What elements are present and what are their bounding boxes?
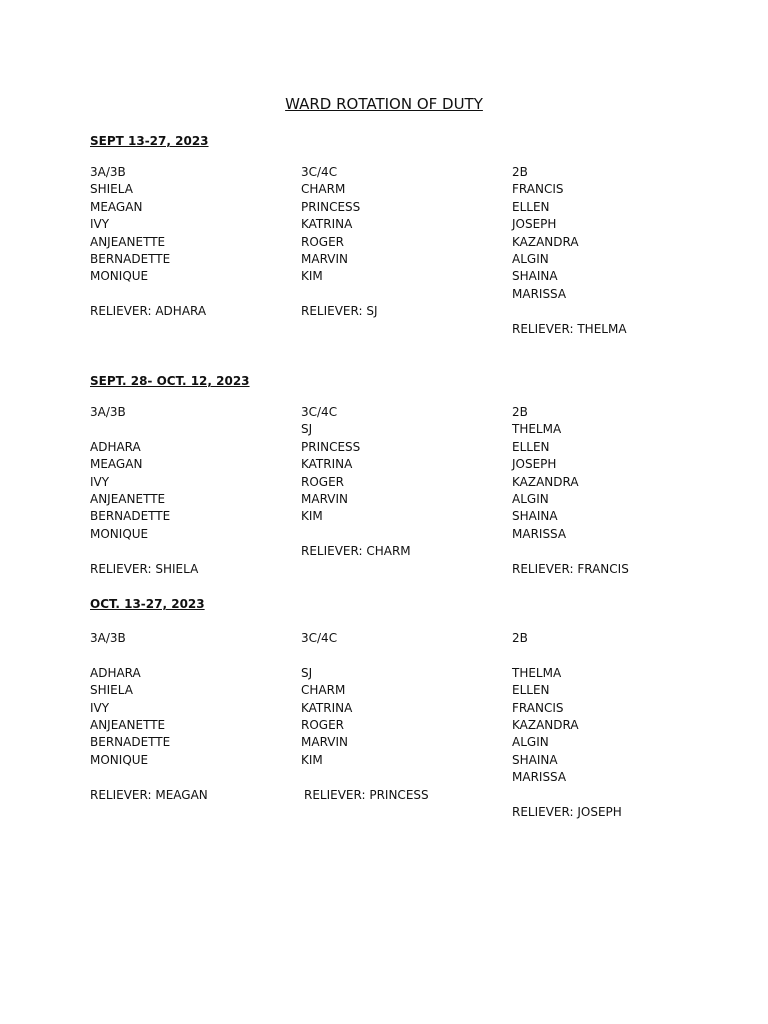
- staff-name: FRANCIS: [512, 182, 564, 197]
- staff-name: KIM: [301, 752, 323, 767]
- document-title: WARD ROTATION OF DUTY: [285, 95, 483, 113]
- ward-label: 3C/4C: [301, 405, 338, 419]
- ward-column-3a-3b: [90, 164, 206, 321]
- staff-name: ELLEN: [512, 199, 550, 214]
- staff-name: IVY: [90, 217, 110, 232]
- staff-name: ALGIN: [512, 735, 549, 750]
- reliever-label: RELIEVER: JOSEPH: [512, 804, 622, 819]
- staff-name: MARVIN: [301, 491, 348, 506]
- staff-name: CHARM: [301, 182, 346, 197]
- staff-name: THELMA: [512, 665, 562, 680]
- reliever-label: RELIEVER: THELMA: [512, 321, 627, 336]
- reliever-label: RELIEVER: MEAGAN: [90, 787, 208, 802]
- staff-name: MONIQUE: [90, 752, 149, 767]
- staff-name: SHIELA: [90, 683, 133, 698]
- ward-label: 2B: [512, 165, 528, 179]
- staff-name: SJ: [301, 665, 313, 680]
- staff-name: SHAINA: [512, 752, 558, 767]
- ward-column-3a-3b: [90, 630, 208, 804]
- staff-name: SJ: [301, 422, 313, 437]
- staff-name: MARVIN: [301, 735, 348, 750]
- staff-name: KAZANDRA: [512, 234, 579, 249]
- ward-label: 3C/4C: [301, 165, 338, 179]
- staff-name: KATRINA: [301, 700, 353, 715]
- staff-name: MARISSA: [512, 770, 567, 785]
- ward-label: 2B: [512, 631, 528, 645]
- staff-name: PRINCESS: [301, 199, 361, 214]
- ward-column-2b: [512, 404, 629, 578]
- staff-name: KIM: [301, 269, 323, 284]
- staff-name: ANJEANETTE: [90, 234, 166, 249]
- staff-name: SHAINA: [512, 509, 558, 524]
- staff-name: KATRINA: [301, 217, 353, 232]
- staff-name: ELLEN: [512, 683, 550, 698]
- staff-name: KATRINA: [301, 457, 353, 472]
- staff-name: JOSEPH: [512, 457, 557, 472]
- ward-label: 3C/4C: [301, 631, 338, 645]
- staff-name: KAZANDRA: [512, 474, 579, 489]
- staff-name: JOSEPH: [512, 217, 557, 232]
- staff-name: KAZANDRA: [512, 717, 579, 732]
- staff-name: MONIQUE: [90, 269, 149, 284]
- ward-column-2b: [512, 630, 622, 821]
- staff-name: MEAGAN: [90, 199, 143, 214]
- staff-name: SHAINA: [512, 269, 558, 284]
- section-heading: SEPT 13-27, 2023: [90, 134, 209, 148]
- section-heading: SEPT. 28- OCT. 12, 2023: [90, 374, 250, 388]
- staff-name: MARISSA: [512, 526, 567, 541]
- section-heading: OCT. 13-27, 2023: [90, 597, 205, 611]
- staff-name: ADHARA: [90, 439, 141, 454]
- staff-name: MONIQUE: [90, 526, 149, 541]
- ward-label: 3A/3B: [90, 631, 126, 645]
- ward-label: 3A/3B: [90, 165, 126, 179]
- staff-name: MARVIN: [301, 251, 348, 266]
- staff-name: ELLEN: [512, 439, 550, 454]
- reliever-label: RELIEVER: SJ: [301, 304, 378, 319]
- staff-name: MARISSA: [512, 286, 567, 301]
- staff-name: ALGIN: [512, 251, 549, 266]
- staff-name: MEAGAN: [90, 457, 143, 472]
- staff-name: THELMA: [512, 422, 562, 437]
- staff-name: ANJEANETTE: [90, 717, 166, 732]
- ward-label: 2B: [512, 405, 528, 419]
- ward-column-3c-4c: [301, 164, 378, 321]
- ward-label: 3A/3B: [90, 405, 126, 419]
- staff-name: PRINCESS: [301, 439, 361, 454]
- staff-name: KIM: [301, 509, 323, 524]
- staff-name: IVY: [90, 474, 110, 489]
- staff-name: BERNADETTE: [90, 509, 171, 524]
- staff-name: BERNADETTE: [90, 251, 171, 266]
- staff-name: ANJEANETTE: [90, 491, 166, 506]
- staff-name: CHARM: [301, 683, 346, 698]
- staff-name: IVY: [90, 700, 110, 715]
- staff-name: ROGER: [301, 234, 345, 249]
- reliever-label: RELIEVER: ADHARA: [90, 304, 207, 319]
- staff-name: ROGER: [301, 474, 345, 489]
- ward-column-3c-4c: [301, 404, 411, 561]
- reliever-label: RELIEVER: CHARM: [301, 544, 411, 559]
- ward-column-2b: [512, 164, 627, 338]
- staff-name: ADHARA: [90, 665, 141, 680]
- staff-name: FRANCIS: [512, 700, 564, 715]
- reliever-label: RELIEVER: PRINCESS: [304, 787, 429, 802]
- reliever-label: RELIEVER: SHIELA: [90, 561, 199, 576]
- reliever-label: RELIEVER: FRANCIS: [512, 561, 629, 576]
- ward-column-3a-3b: [90, 404, 198, 578]
- staff-name: BERNADETTE: [90, 735, 171, 750]
- staff-name: ROGER: [301, 717, 345, 732]
- staff-name: SHIELA: [90, 182, 133, 197]
- ward-column-3c-4c: [301, 630, 429, 804]
- staff-name: ALGIN: [512, 491, 549, 506]
